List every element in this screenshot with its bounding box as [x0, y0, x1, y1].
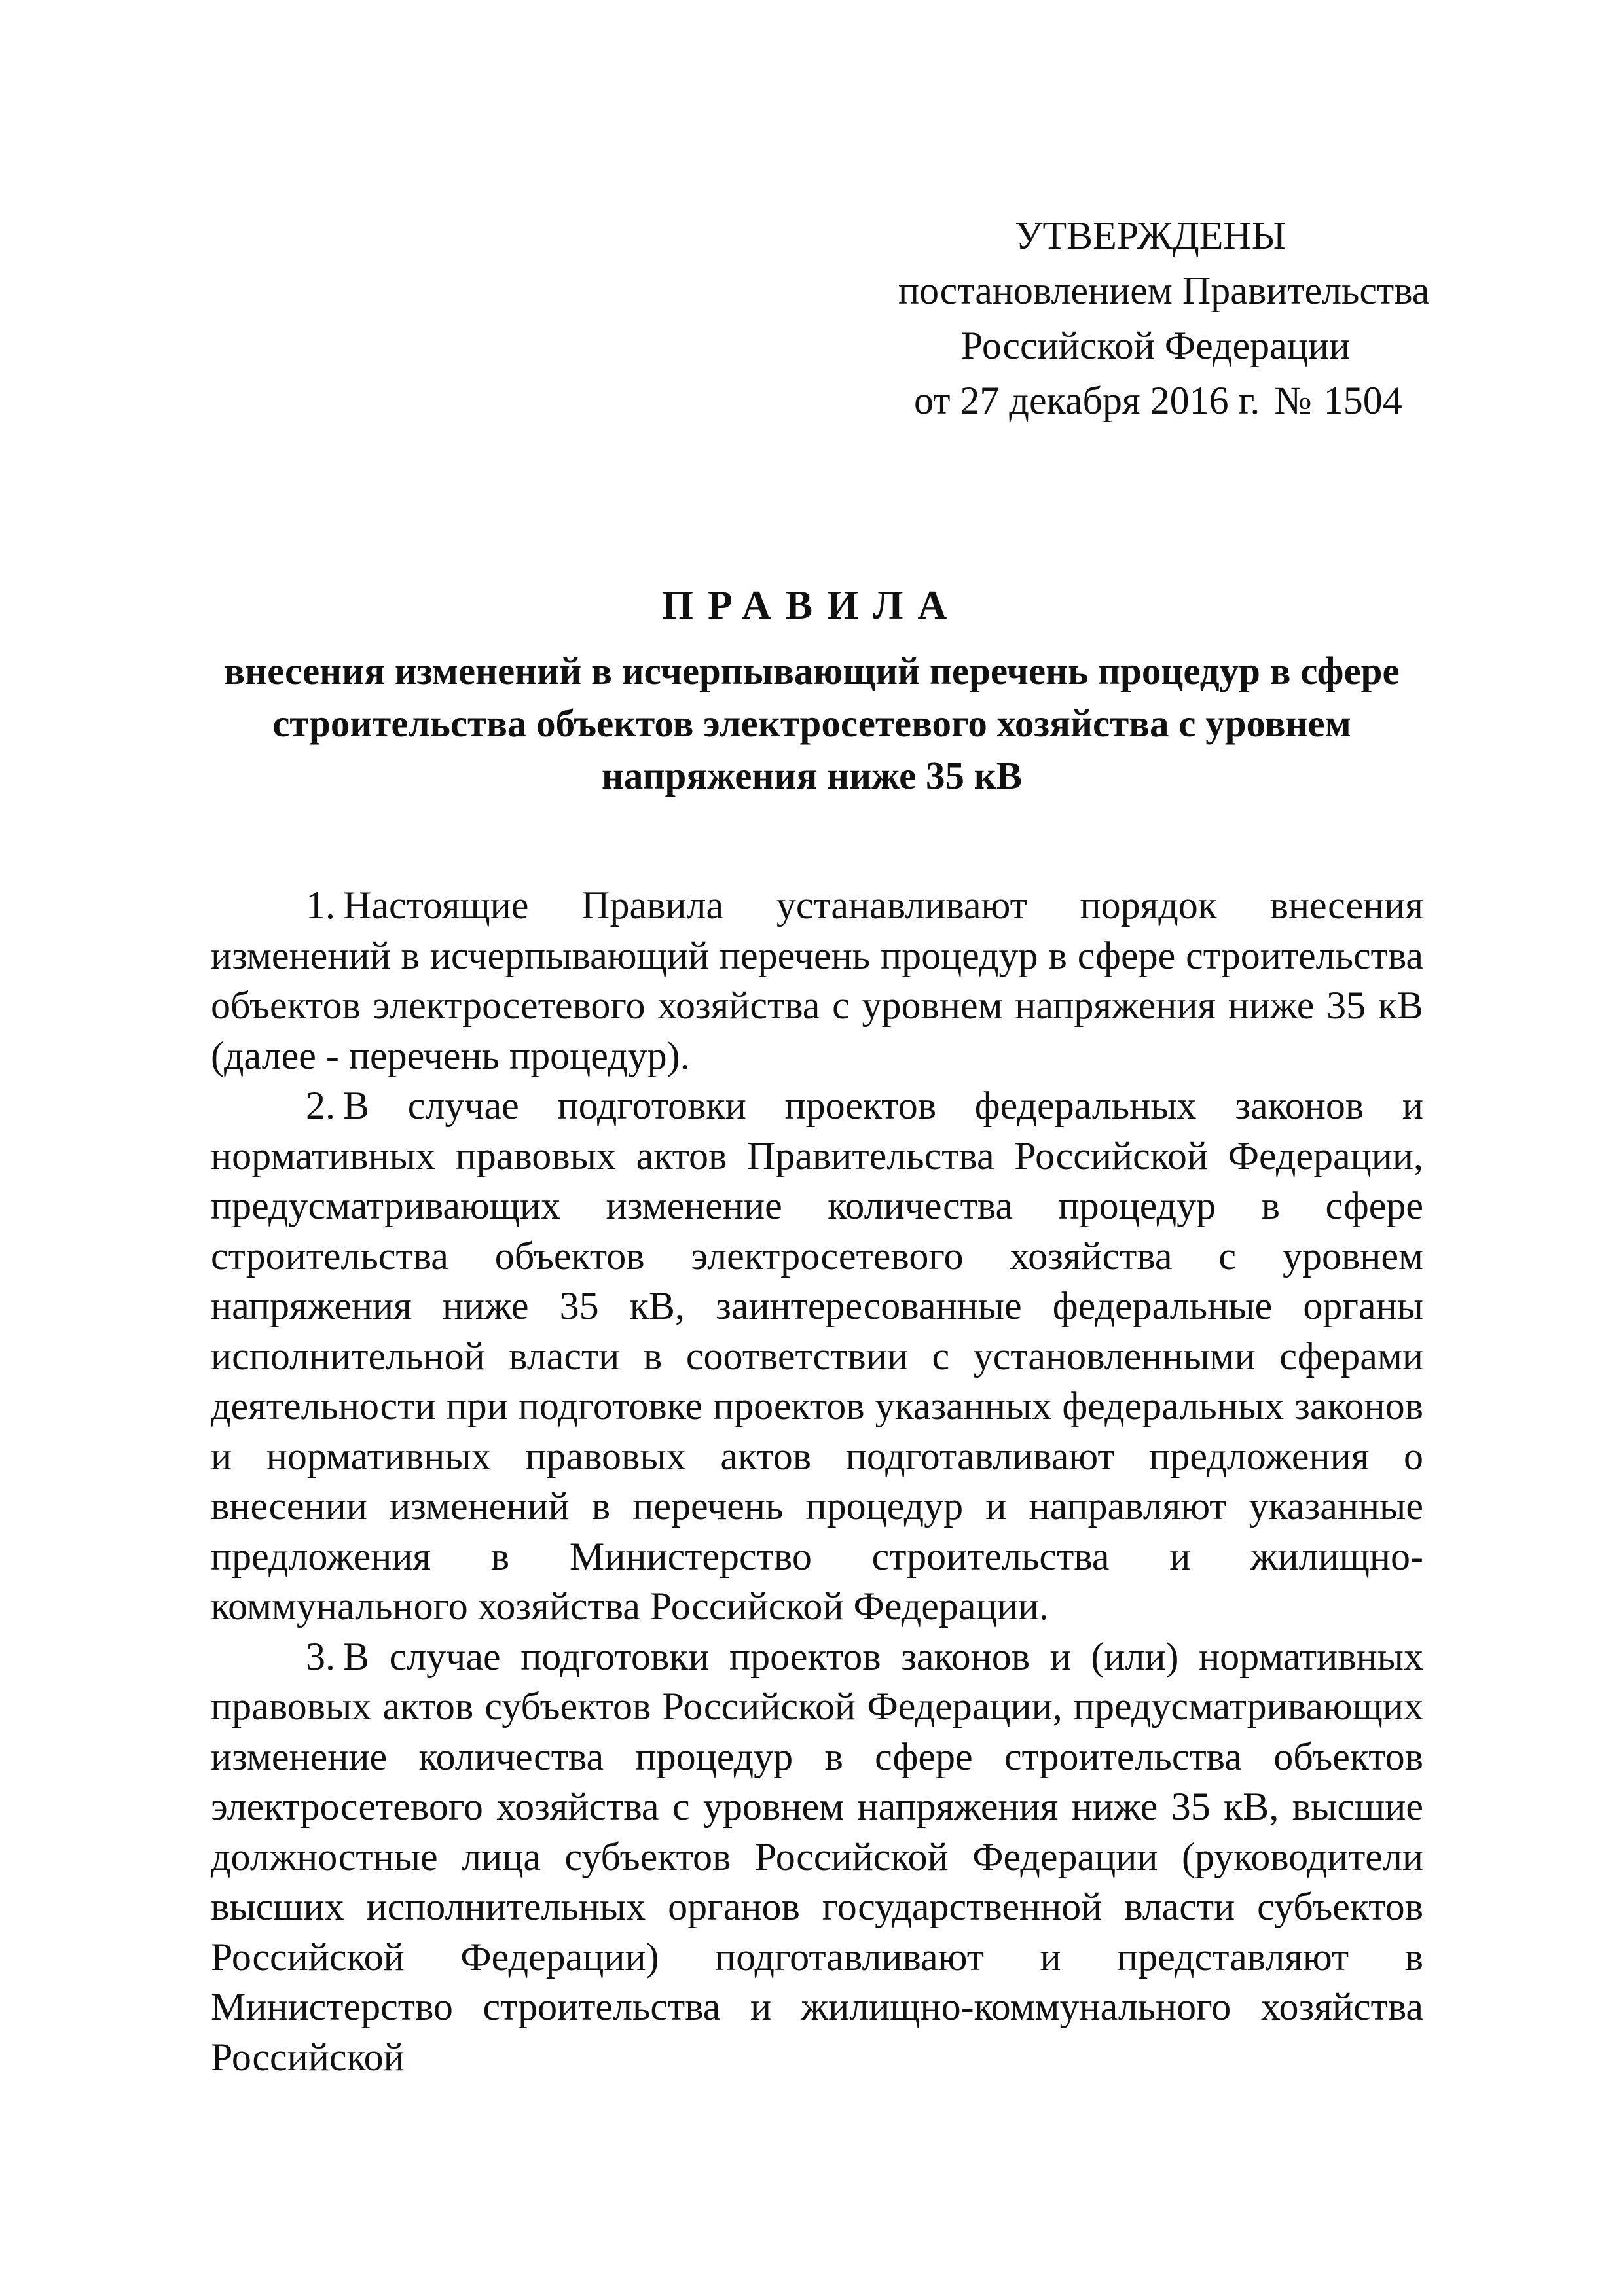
paragraph-1: [211, 880, 1423, 1081]
paragraph-1-number: 1.: [306, 884, 335, 927]
paragraph-1-text: Настоящие Правила устанавливают порядок внесения изменений в исчерпывающий перечень процедур в сфере строительства объектов электросетевого хозяйства с уровнем напряжения ниже 35 кВ (далее - перечень процедур).: [211, 884, 1423, 1077]
paragraph-3-number: 3.: [306, 1634, 335, 1678]
document-body: [211, 880, 1423, 2082]
approval-date-line: [851, 373, 1480, 428]
approval-stamp: [851, 208, 1480, 428]
approval-country-line: Российской Федерации: [961, 324, 1351, 367]
paragraph-2-text: В случае подготовки проектов федеральных законов и нормативных правовых актов Правительства Российской Федерации, предусматривающих изменение количества процедур в сфере строительства объектов электросетевого хозяйства с уровнем напряжения ниже 35 кВ, заинтересованные федеральные органы исполнительной власти в соответствии с установленными сферами деятельности при подготовке проектов указанных федеральных законов и нормативных правовых актов подготавливают предложения о внесении изменений в перечень процедур и направляют указанные предложения в Министерство строительства и жилищно-коммунального хозяйства Российской Федерации.: [211, 1084, 1423, 1628]
document-title: ПРАВИЛА: [661, 583, 962, 628]
paragraph-3: [211, 1632, 1423, 2083]
document-subtitle: внесения изменений в исчерпывающий перечень процедур в сфере строительства объектов электросетевого хозяйства с уровнем напряжения ниже 35 кВ: [224, 649, 1400, 797]
approval-date: от 27 декабря 2016 г.: [914, 379, 1260, 422]
approval-decree-line: постановлением Правительства: [898, 269, 1430, 312]
approval-number-sign: №: [1274, 379, 1312, 422]
paragraph-2-number: 2.: [306, 1084, 335, 1127]
approval-number: 1504: [1323, 379, 1402, 422]
paragraph-3-text: В случае подготовки проектов законов и (или) нормативных правовых актов субъектов Российской Федерации, предусматривающих изменение количества процедур в сфере строительства объектов электросетевого хозяйства с уровнем напряжения ниже 35 кВ, высшие должностные лица субъектов Российской Федерации (руководители высших исполнительных органов государственной власти субъектов Российской Федерации) подготавливают и представляют в Министерство строительства и жилищно-коммунального хозяйства Российской: [211, 1634, 1423, 2079]
paragraph-2: [211, 1081, 1423, 1632]
approval-heading: УТВЕРЖДЕНЫ: [1015, 214, 1286, 257]
